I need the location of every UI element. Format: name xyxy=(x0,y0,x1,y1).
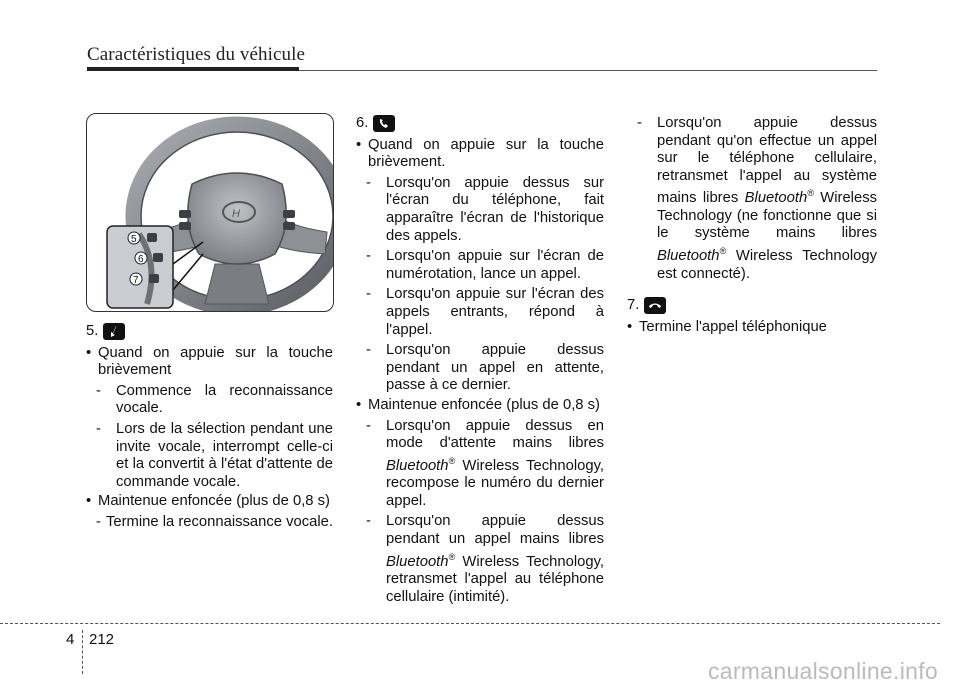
call-answer-key-icon xyxy=(373,115,395,132)
call-end-key-icon xyxy=(644,297,666,314)
item-7-bullet-1: • Termine l'appel téléphonique xyxy=(627,318,827,335)
callout-5: 5 xyxy=(131,234,137,245)
item-6-heading xyxy=(356,115,604,133)
item-5-number: 5. xyxy=(86,323,99,339)
callout-6: 6 xyxy=(138,254,144,265)
item-6-number: 6. xyxy=(356,115,369,131)
item-5-sub-1: - Commence la reconnaissance vocale. xyxy=(96,382,333,417)
footer-vertical-dashed-rule xyxy=(82,630,83,674)
item-6-sub-6: - Lorsqu'on appuie dessus pendant un appel mains libres Bluetooth® Wireless Technology, retransmet l'appel au téléphone cellulaire (intimité). xyxy=(366,513,604,605)
item-6-sub-3: - Lorsqu'on appuie sur l'écran des appels entrants, répond à l'appel. xyxy=(366,286,604,338)
page-header-title: Caractéristiques du véhicule xyxy=(87,44,306,65)
item-6-bullet-1: • Quand on appuie sur la touche brièvement. xyxy=(356,136,604,171)
item-6-sub-5: - Lorsqu'on appuie dessus en mode d'attente mains libres Bluetooth® Wireless Technology, recompose le numéro du dernier appel. xyxy=(366,417,604,509)
item-5-sub-3: - Termine la reconnaissance vocale. xyxy=(96,513,334,530)
item-5-heading xyxy=(86,323,333,341)
item-5-bullet-2: • Maintenue enfoncée (plus de 0,8 s) xyxy=(86,493,330,510)
svg-text:H: H xyxy=(232,208,240,220)
footer-dashed-rule xyxy=(0,623,940,624)
item-6-bullet-2: • Maintenue enfoncée (plus de 0,8 s) xyxy=(356,396,600,413)
item-5-sub-2: - Lors de la sélection pendant une invite vocale, interrompt celle-ci et la convertit à l'état d'attente de commande vocale. xyxy=(96,420,333,490)
item-6-sub-7: - Lorsqu'on appuie dessus pendant qu'on effectue un appel sur le téléphone cellulaire, retransmet l'appel au système mains libres Bluetooth® Wireless Technology (ne fonctionne que si le système mains libres Bluetooth® Wireless Technology est connecté). xyxy=(637,115,877,282)
header-rule-thick xyxy=(87,67,299,71)
steering-wheel-illustration xyxy=(87,114,333,311)
item-6-sub-2: - Lorsqu'on appuie sur l'écran de numérotation, lance un appel. xyxy=(366,248,604,282)
item-7-heading xyxy=(627,297,877,315)
page-number: 212 xyxy=(89,631,115,648)
steering-wheel-figure xyxy=(86,113,334,312)
column-3 xyxy=(627,115,877,338)
column-1 xyxy=(86,323,333,534)
voice-recognition-key-icon xyxy=(103,323,125,340)
item-5-bullet-1: • Quand on appuie sur la touche brièvement xyxy=(86,344,333,379)
header-rule-thin xyxy=(299,70,877,71)
item-6-sub-4: - Lorsqu'on appuie dessus pendant un appel en attente, passe à ce dernier. xyxy=(366,342,604,394)
section-number: 4 xyxy=(66,631,75,648)
watermark: carmanualsonline.info xyxy=(707,658,938,684)
callout-7: 7 xyxy=(133,275,139,286)
item-7-number: 7. xyxy=(627,297,640,314)
item-6-sub-1: - Lorsqu'on appuie dessus sur l'écran du téléphone, fait apparaître l'écran de l'historique des appels. xyxy=(366,174,604,244)
column-2 xyxy=(356,115,604,608)
